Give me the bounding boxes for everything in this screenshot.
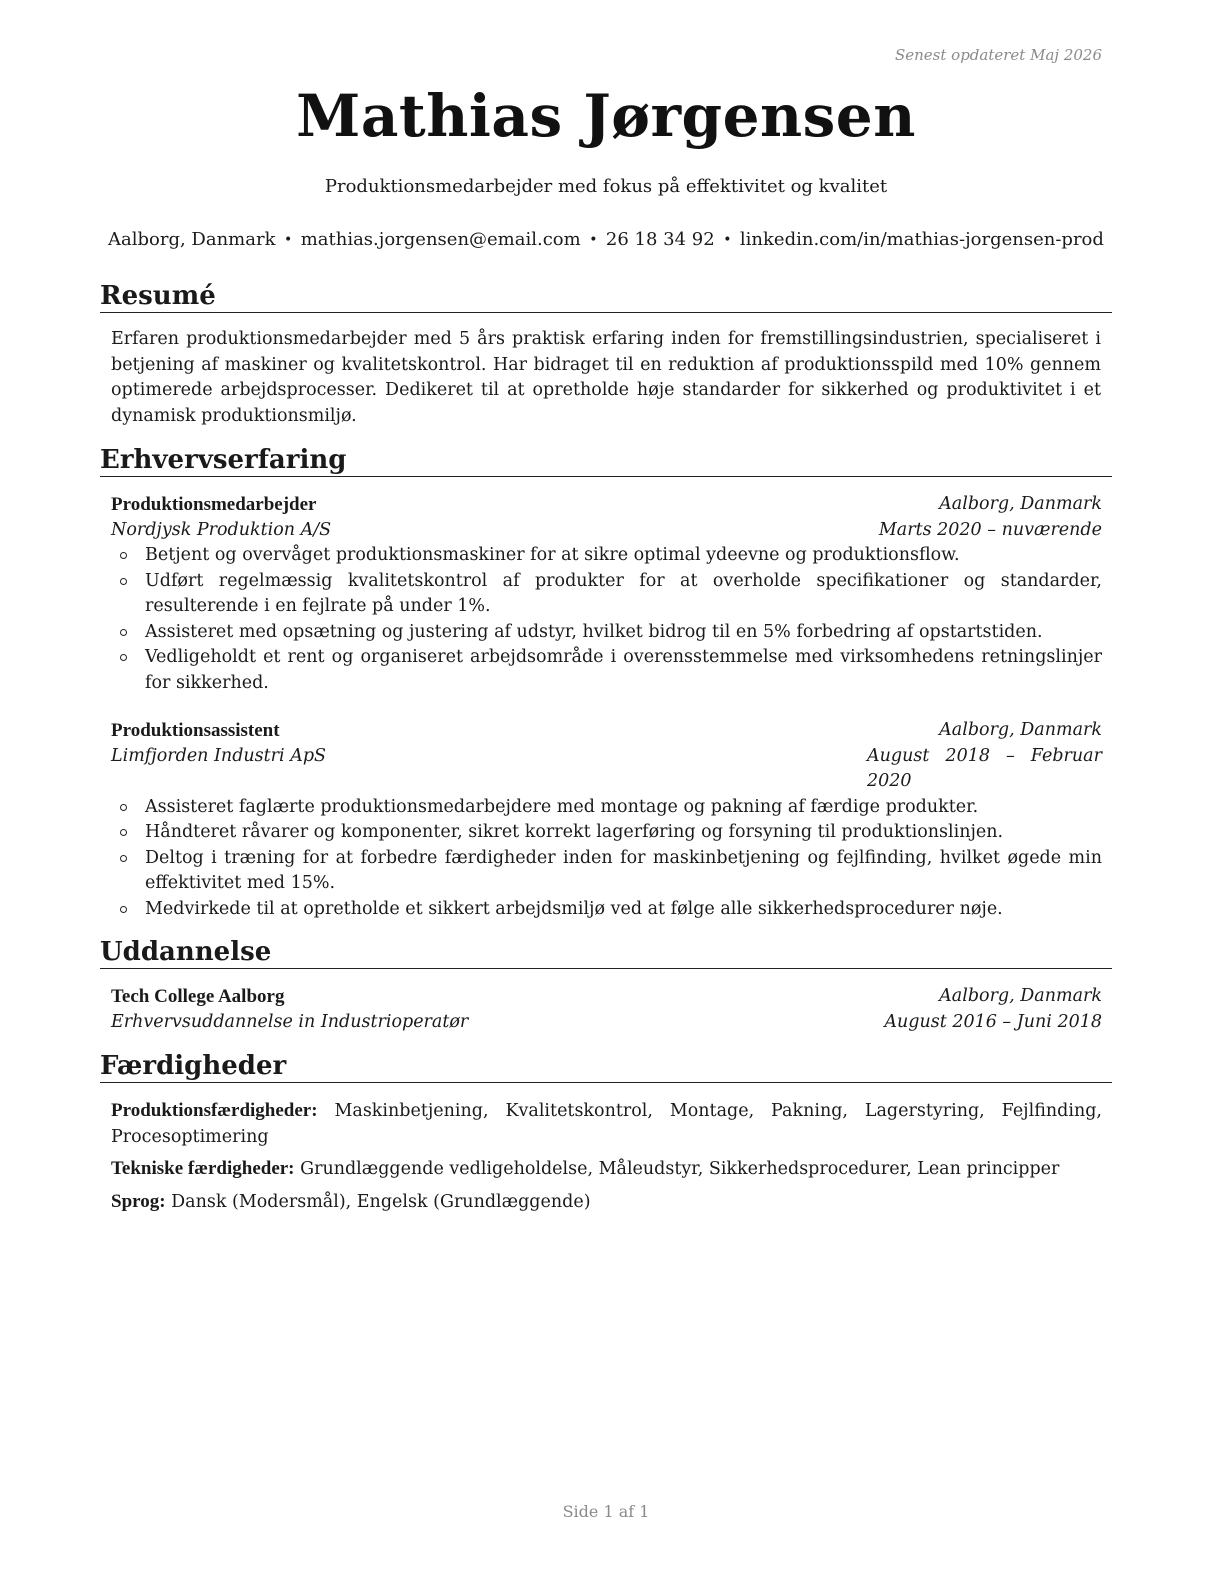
job-bullets xyxy=(111,795,1102,923)
skill-label: Sprog: xyxy=(111,1190,166,1212)
skill-label: Tekniske færdigheder: xyxy=(111,1158,295,1179)
job-location: Aalborg, Danmark xyxy=(939,720,1102,740)
skills-section xyxy=(100,1050,1112,1215)
job-role: Produktionsassistent xyxy=(111,720,280,741)
degree: Erhvervsuddannelse in Industrioperatør xyxy=(111,1011,469,1032)
skill-label: Produktionsfærdigheder: xyxy=(111,1100,318,1121)
job-company: Limfjorden Industri ApS xyxy=(111,745,327,766)
skill-value: Maskinbetjening, Kvalitetskontrol, Montage, Pakning, Lagerstyring, Fejlfinding, Procesoptimering xyxy=(111,1101,1102,1147)
list-item: Vedligeholdt et rent og organiseret arbejdsområde i overensstemmelse med virksomhedens retningslinjer for sikkerhed. xyxy=(145,645,1102,696)
job-location: Aalborg, Danmark xyxy=(939,494,1102,514)
list-item: Assisteret med opsætning og justering af udstyr, hvilket bidrog til en 5% forbedring af opstartstiden. xyxy=(145,620,1102,646)
job-role: Produktionsmedarbejder xyxy=(111,494,317,515)
summary-section xyxy=(100,280,1112,429)
tagline: Produktionsmedarbejder med fokus på effektivitet og kvalitet xyxy=(324,176,888,197)
contact-email[interactable]: mathias.jorgensen@email.com xyxy=(300,229,581,250)
education-dates: August 2016 – Juni 2018 xyxy=(884,1011,1102,1032)
summary-text: Erfaren produktionsmedarbejder med 5 års praktisk erfaring inden for fremstillingsindustrien, specialiseret i betjening af maskiner og kvalitetskontrol. Har bidraget til en reduktion af produktionsspild med 10% gennem optimerede arbejdsprocesser. Dedikeret til at opretholde høje standarder for sikkerhed og produktivitet i et dynamisk produktionsmiljø. xyxy=(111,329,1101,426)
section-title-summary: Resumé xyxy=(100,280,1112,313)
job-dates: August 2018 – Februar 2020 xyxy=(867,745,1102,791)
skill-line xyxy=(111,1156,1102,1183)
school-location: Aalborg, Danmark xyxy=(939,986,1102,1006)
list-item: Håndteret råvarer og komponenter, sikret korrekt lagerføring og forsyning til produktionslinjen. xyxy=(145,820,1102,846)
page-number: Side 1 af 1 xyxy=(562,1502,650,1521)
contact-separator: • xyxy=(589,231,598,248)
list-item: Betjent og overvåget produktionsmaskiner for at sikre optimal ydeevne og produktionsflow. xyxy=(145,543,1102,569)
candidate-name: Mathias Jørgensen xyxy=(296,82,916,150)
education-section xyxy=(100,936,1112,1035)
contact-linkedin[interactable]: linkedin.com/in/mathias-jorgensen-prod xyxy=(739,229,1104,250)
skill-value: Dansk (Modersmål), Engelsk (Grundlæggende) xyxy=(171,1191,591,1212)
skill-value: Grundlæggende vedligeholdelse, Måleudstyr, Sikkerhedsprocedurer, Lean principper xyxy=(300,1159,1060,1179)
contact-phone: 26 18 34 92 xyxy=(605,229,715,250)
list-item: Medvirkede til at opretholde et sikkert arbejdsmiljø ved at følge alle sikkerhedsprocedurer nøje. xyxy=(145,897,1102,923)
last-updated: Senest opdateret Maj 2026 xyxy=(894,46,1102,64)
skill-line xyxy=(111,1098,1102,1150)
contact-bar xyxy=(108,229,1104,250)
school-name: Tech College Aalborg xyxy=(111,986,285,1007)
list-item: Deltog i træning for at forbedre færdigheder inden for maskinbetjening og fejlfinding, hvilket øgede min effektivitet med 15%. xyxy=(145,846,1102,897)
section-title-experience: Erhvervserfaring xyxy=(100,444,1112,477)
job-dates: Marts 2020 – nuværende xyxy=(878,519,1102,540)
education-entry xyxy=(111,984,1102,1035)
list-item: Assisteret faglærte produktionsmedarbejdere med montage og pakning af færdige produkter. xyxy=(145,795,1102,821)
contact-separator: • xyxy=(283,231,293,248)
experience-section xyxy=(100,444,1112,922)
job-company: Nordjysk Produktion A/S xyxy=(111,519,332,540)
contact-location: Aalborg, Danmark xyxy=(108,229,276,250)
list-item: Udført regelmæssig kvalitetskontrol af produkter for at overholde specifikationer og standarder, resulterende i en fejlrate på under 1%. xyxy=(145,569,1102,620)
job-entry xyxy=(111,492,1102,696)
skill-line xyxy=(111,1189,1102,1216)
job-bullets xyxy=(111,543,1102,696)
section-title-skills: Færdigheder xyxy=(100,1050,1112,1083)
job-entry xyxy=(111,718,1102,922)
contact-separator: • xyxy=(723,231,732,248)
resume-page xyxy=(100,0,1112,1584)
section-title-education: Uddannelse xyxy=(100,936,1112,969)
